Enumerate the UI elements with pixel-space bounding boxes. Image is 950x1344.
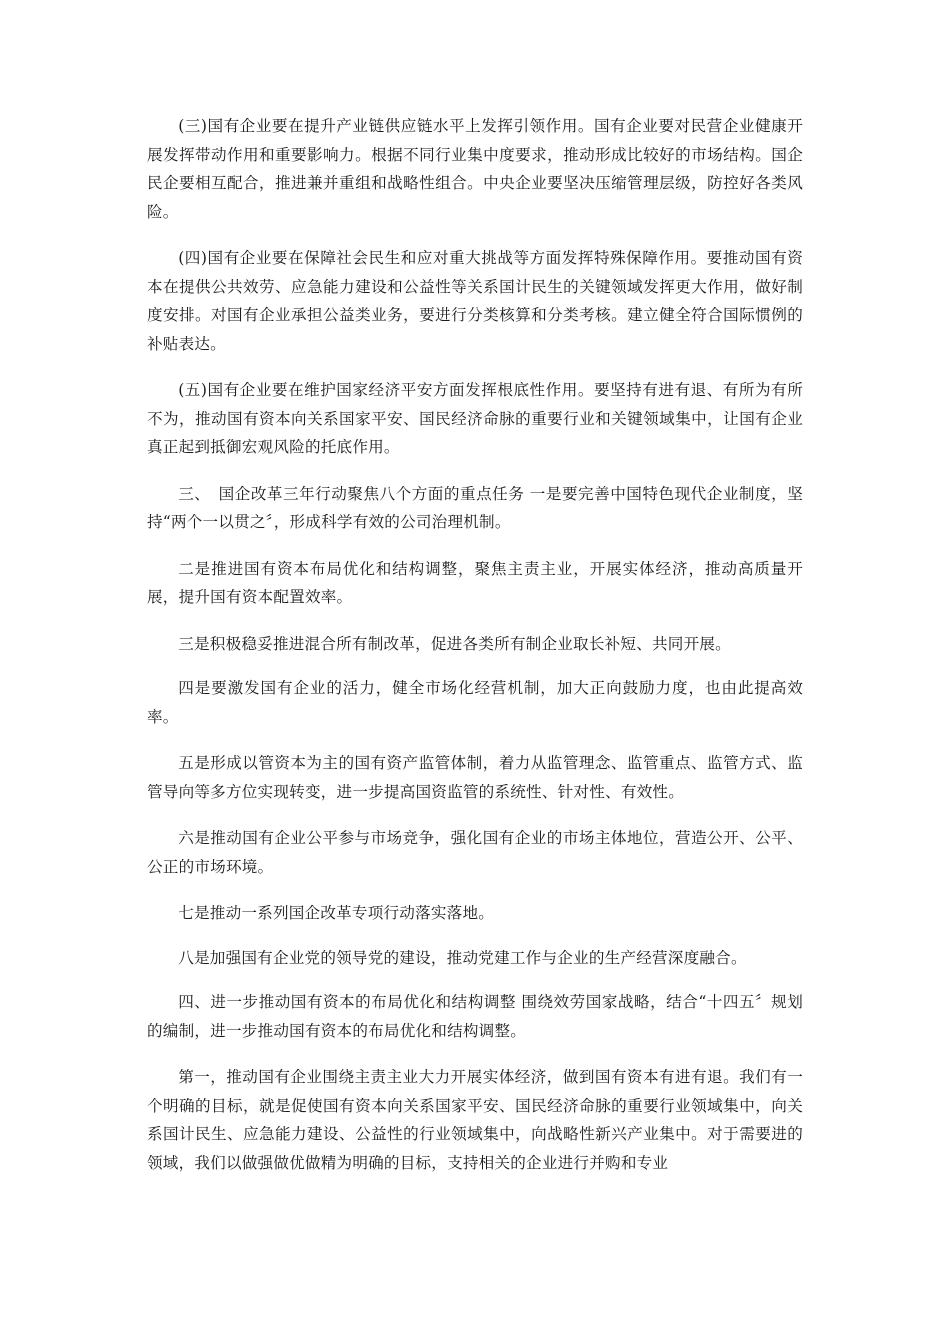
paragraph-state-enterprise-supply-chain: (三)国有企业要在提升产业链供应链水平上发挥引领作用。国有企业要对民营企业健康开展发挥带动作用和重要影响力。根据不同行业集中度要求，推动形成比较好的市场结构。国企民企要相互配合，推进兼并重组和战略性组合。中央企业要坚决压缩管理层级，防控好各类风险。 <box>147 117 803 221</box>
paragraph-state-enterprise-social-guarantee: (四)国有企业要在保障社会民生和应对重大挑战等方面发挥特殊保障作用。要推动国有资本在提供公共效劳、应急能力建设和公益性等关系国计民生的关键领域发挥更大作用，做好制度安排。对国有企业承担公益类业务，要进行分类核算和分类考核。建立健全符合国际惯例的补贴表达。 <box>147 249 803 353</box>
paragraph-task-six: 六是推动国有企业公平参与市场竞争，强化国有企业的市场主体地位，营造公开、公平、公正的市场环境。 <box>147 829 803 876</box>
paragraph-task-three: 三是积极稳妥推进混合所有制改革，促进各类所有制企业取长补短、共同开展。 <box>178 634 731 653</box>
paragraph-point-one: 第一，推动国有企业围绕主责主业大力开展实体经济，做到国有资本有进有退。我们有一个明确的目标，就是促使国有资本向关系国家平安、国民经济命脉的重要行业领域集中，向关系国计民生、应急能力建设、公益性的行业领域集中，向战略性新兴产业集中。对于需要进的领域，我们以做强做优做精为明确的目标，支持相关的企业进行并购和专业 <box>147 1068 803 1172</box>
paragraph-task-five: 五是形成以管资本为主的国有资产监管体制，着力从监管理念、监管重点、监管方式、监管导向等多方位实现转变，进一步提高国资监管的系统性、针对性、有效性。 <box>147 754 803 801</box>
document-page <box>147 112 803 1195</box>
paragraph-task-eight: 八是加强国有企业党的领导党的建设，推动党建工作与企业的生产经营深度融合。 <box>178 948 747 967</box>
paragraph-section-four-heading: 四、进一步推动国有资本的布局优化和结构调整 围绕效劳国家战略，结合“十四五〞规划的编制，进一步推动国有资本的布局优化和结构调整。 <box>147 993 803 1040</box>
paragraph-section-three-heading: 三、 国企改革三年行动聚焦八个方面的重点任务 一是要完善中国特色现代企业制度，坚持“两个一以贯之〞，形成科学有效的公司治理机制。 <box>147 484 803 531</box>
paragraph-state-enterprise-economic-security: (五)国有企业要在维护国家经济平安方面发挥根底性作用。要坚持有进有退、有所为有所不为，推动国有资本向关系国家平安、国民经济命脉的重要行业和关键领域集中，让国有企业真正起到抵御宏观风险的托底作用。 <box>147 381 803 456</box>
paragraph-task-two: 二是推进国有资本布局优化和结构调整，聚焦主责主业，开展实体经济，推动高质量开展，提升国有资本配置效率。 <box>147 559 803 606</box>
paragraph-task-seven: 七是推动一系列国企改革专项行动落实落地。 <box>178 904 495 922</box>
paragraph-task-four: 四是要激发国有企业的活力，健全市场化经营机制，加大正向鼓励力度，也由此提高效率。 <box>147 679 803 726</box>
